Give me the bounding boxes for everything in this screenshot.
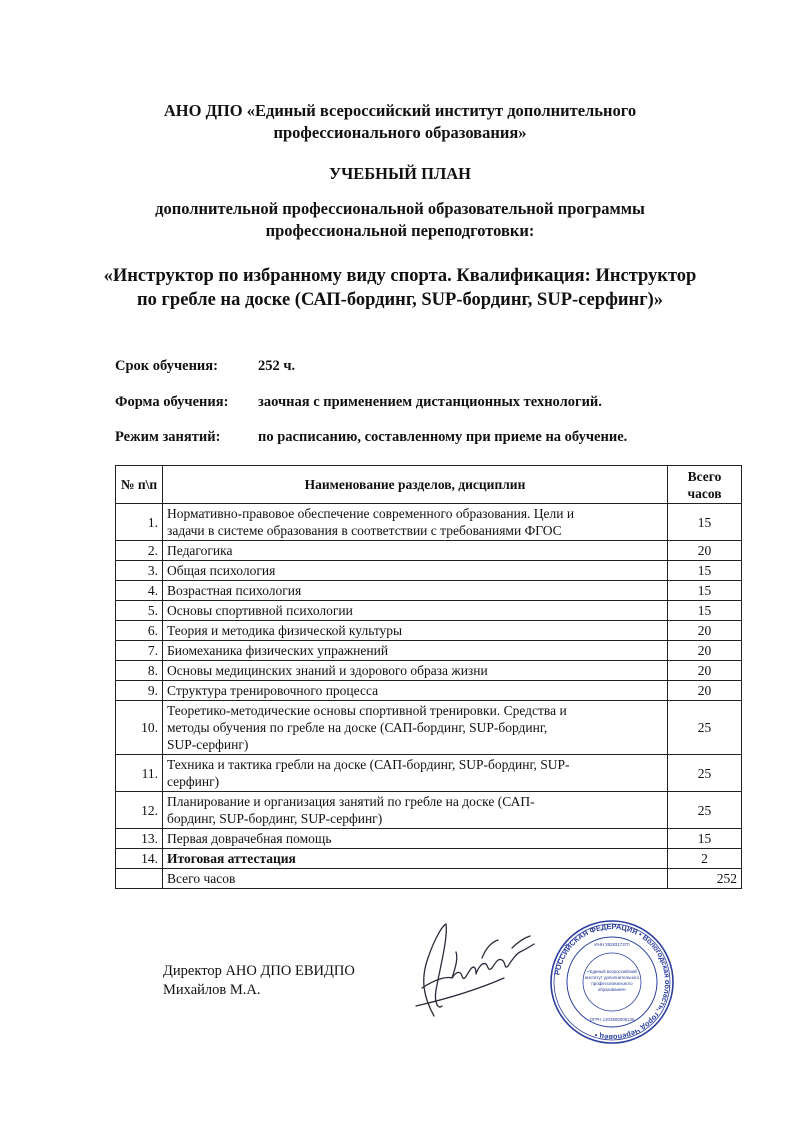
discipline-line: Биомеханика физических упражнений <box>167 643 389 658</box>
discipline-hours: 15 <box>668 829 742 849</box>
duration-label: Срок обучения: <box>115 358 218 374</box>
subtitle-line-2: профессиональной переподготовки: <box>265 221 535 240</box>
header-hours-line-2: часов <box>687 485 722 501</box>
discipline-hours: 15 <box>668 601 742 621</box>
mode-value: по расписанию, составленному при приеме на обучение. <box>258 429 628 445</box>
discipline-line: Общая психология <box>167 563 276 578</box>
discipline-name <box>163 661 668 681</box>
table-row <box>116 541 742 561</box>
row-number: 14. <box>116 849 163 869</box>
discipline-name <box>163 504 668 541</box>
row-number: 10. <box>116 701 163 755</box>
form-label: Форма обучения: <box>115 394 229 410</box>
row-number: 13. <box>116 829 163 849</box>
discipline-name <box>163 681 668 701</box>
table-body <box>116 504 742 869</box>
table-row <box>116 829 742 849</box>
director-name: Михайлов М.А. <box>163 982 261 998</box>
discipline-hours: 15 <box>668 561 742 581</box>
header-hours <box>668 466 742 504</box>
signature-block <box>163 962 355 1000</box>
discipline-name <box>163 701 668 755</box>
discipline-line: Основы спортивной психологии <box>167 603 353 618</box>
row-number: 12. <box>116 792 163 829</box>
mode-row <box>115 429 627 446</box>
table-row <box>116 601 742 621</box>
discipline-line: Итоговая аттестация <box>167 851 296 866</box>
row-number: 4. <box>116 581 163 601</box>
table-header-row <box>116 466 742 504</box>
discipline-line: Теоретико-методические основы спортивной тренировки. Средства и <box>167 703 567 718</box>
table-row <box>116 581 742 601</box>
table-row <box>116 849 742 869</box>
svg-text:РОССИЙСКАЯ ФЕДЕРАЦИЯ • Вологод: РОССИЙСКАЯ ФЕДЕРАЦИЯ • Вологодская область, город Череповец • <box>552 921 673 1043</box>
discipline-line: Структура тренировочного процесса <box>167 683 379 698</box>
discipline-name <box>163 641 668 661</box>
discipline-line: Первая доврачебная помощь <box>167 831 332 846</box>
organization-title <box>60 100 740 144</box>
total-row <box>116 869 742 889</box>
row-number: 6. <box>116 621 163 641</box>
svg-text:«Единый всероссийский: «Единый всероссийский <box>587 969 637 974</box>
svg-text:институт дополнительного: институт дополнительного <box>584 975 640 980</box>
curriculum-table <box>115 465 742 889</box>
row-number: 5. <box>116 601 163 621</box>
discipline-name <box>163 621 668 641</box>
discipline-line: SUP-серфинг) <box>167 737 249 752</box>
table-row <box>116 561 742 581</box>
row-number: 1. <box>116 504 163 541</box>
discipline-hours: 20 <box>668 541 742 561</box>
total-num-cell <box>116 869 163 889</box>
table-row <box>116 701 742 755</box>
discipline-hours: 20 <box>668 641 742 661</box>
discipline-hours: 15 <box>668 581 742 601</box>
table-row <box>116 755 742 792</box>
row-number: 7. <box>116 641 163 661</box>
table-row <box>116 792 742 829</box>
table-row <box>116 504 742 541</box>
program-line-2: по гребле на доске (САП-бординг, SUP-бординг, SUP-серфинг)» <box>136 290 664 310</box>
row-number: 11. <box>116 755 163 792</box>
duration-value: 252 ч. <box>258 358 296 374</box>
table-row <box>116 621 742 641</box>
form-row <box>115 394 602 411</box>
handwritten-signature <box>412 918 547 1023</box>
discipline-hours: 2 <box>668 849 742 869</box>
discipline-name <box>163 541 668 561</box>
table-row <box>116 661 742 681</box>
svg-text:ИНН 3528317370: ИНН 3528317370 <box>594 942 630 947</box>
discipline-name <box>163 792 668 829</box>
header-discipline: Наименование разделов, дисциплин <box>163 466 668 504</box>
header-hours-line-1: Всего <box>687 468 722 484</box>
mode-label: Режим занятий: <box>115 429 221 445</box>
discipline-line: Основы медицинских знаний и здорового образа жизни <box>167 663 488 678</box>
discipline-line: Нормативно-правовое обеспечение современного образования. Цели и <box>167 506 575 521</box>
row-number: 3. <box>116 561 163 581</box>
discipline-line: методы обучения по гребле на доске (САП-бординг, SUP-бординг, <box>167 720 548 735</box>
discipline-hours: 20 <box>668 681 742 701</box>
table-row <box>116 681 742 701</box>
svg-text:профессионального: профессионального <box>591 981 633 986</box>
discipline-hours: 25 <box>668 792 742 829</box>
program-line-1: «Инструктор по избранному виду спорта. Квалификация: Инструктор <box>103 266 697 286</box>
subtitle-line-1: дополнительной профессиональной образовательной программы <box>155 199 645 218</box>
discipline-name <box>163 581 668 601</box>
total-label: Всего часов <box>163 869 668 889</box>
discipline-hours: 25 <box>668 701 742 755</box>
discipline-hours: 20 <box>668 661 742 681</box>
discipline-name <box>163 601 668 621</box>
row-number: 9. <box>116 681 163 701</box>
discipline-name <box>163 829 668 849</box>
program-subtitle <box>60 198 740 242</box>
discipline-line: Теория и методика физической культуры <box>167 623 403 638</box>
duration-row <box>115 358 295 375</box>
organization-seal <box>548 918 676 1046</box>
discipline-hours: 25 <box>668 755 742 792</box>
discipline-hours: 15 <box>668 504 742 541</box>
discipline-hours: 20 <box>668 621 742 641</box>
row-number: 2. <box>116 541 163 561</box>
plan-title: УЧЕБНЫЙ ПЛАН <box>328 164 471 183</box>
table-row <box>116 641 742 661</box>
discipline-name <box>163 561 668 581</box>
discipline-line: серфинг) <box>167 774 220 789</box>
discipline-line: бординг, SUP-бординг, SUP-серфинг) <box>167 811 383 826</box>
org-line-1: АНО ДПО «Единый всероссийский институт дополнительного <box>163 101 637 120</box>
total-hours: 252 <box>668 869 742 889</box>
form-value: заочная с применением дистанционных технологий. <box>258 394 602 410</box>
discipline-line: задачи в системе образования в соответствии с требованиями ФГОС <box>167 523 562 538</box>
discipline-name <box>163 755 668 792</box>
svg-text:образования»: образования» <box>597 987 627 992</box>
discipline-line: Педагогика <box>167 543 233 558</box>
row-number: 8. <box>116 661 163 681</box>
header-number: № п\п <box>116 466 163 504</box>
program-name <box>60 264 740 312</box>
org-line-2: профессионального образования» <box>273 123 527 142</box>
discipline-line: Планирование и организация занятий по гребле на доске (САП- <box>167 794 535 809</box>
discipline-line: Техника и тактика гребли на доске (САП-бординг, SUP-бординг, SUP- <box>167 757 570 772</box>
discipline-line: Возрастная психология <box>167 583 302 598</box>
director-position: Директор АНО ДПО ЕВИДПО <box>163 963 355 979</box>
svg-text:ОГРН 1203500005135: ОГРН 1203500005135 <box>589 1017 635 1022</box>
discipline-name <box>163 849 668 869</box>
